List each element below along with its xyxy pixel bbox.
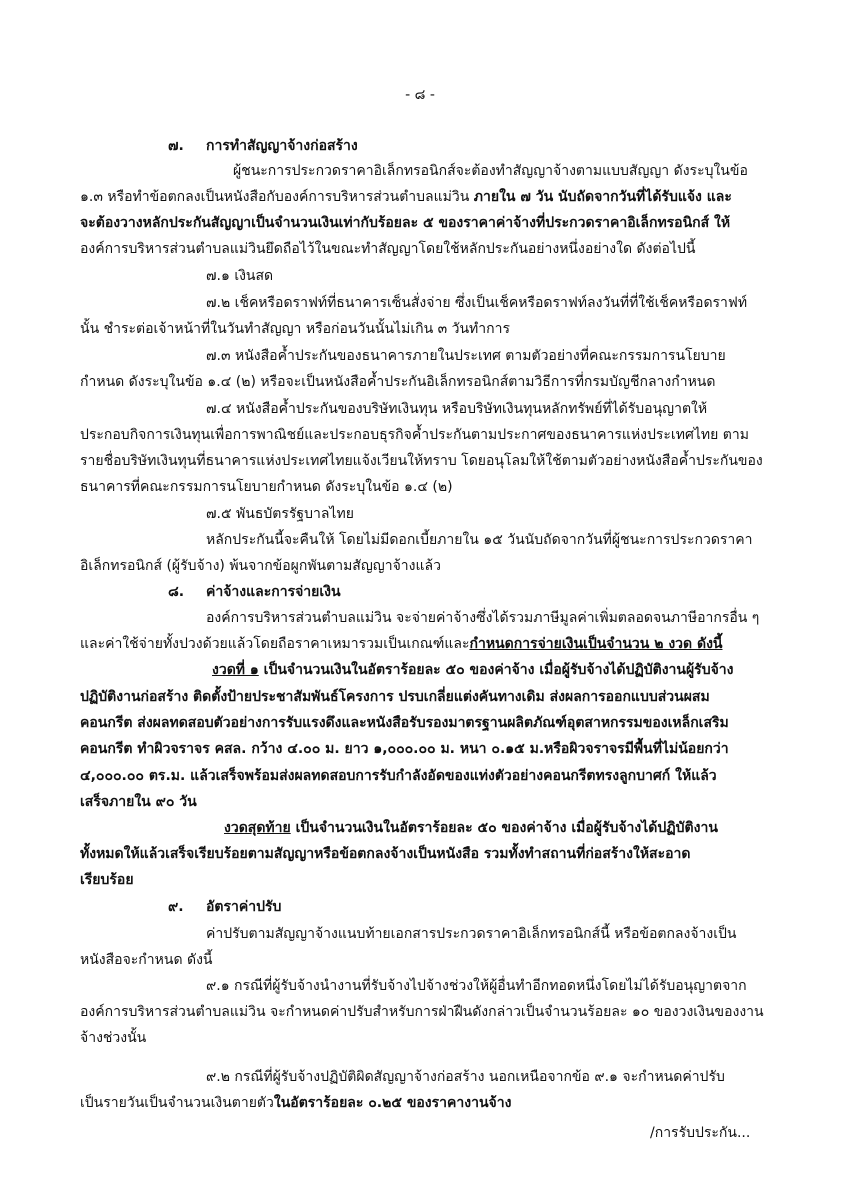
paragraph-line: คอนกรีต ทำผิวจราจร คสล. กว้าง ๔.๐๐ ม. ยาว ๑,๐๐๐.๐๐ ม. หนา ๐.๑๕ ม.หรือผิวจราจรมีพื้นที่ไม่น้อยกว่า [80,741,729,757]
section-8-heading: ค่าจ้างและการจ่ายเงิน [206,584,341,600]
paragraph-line: ๑.๓ หรือทำข้อตกลงเป็นหนังสือกับองค์การบริหารส่วนตำบลแม่วิน ภายใน ๗ วัน นับถัดจากวันที่ได้รับแจ้ง และ [80,189,732,205]
paragraph-line: หนังสือจะกำหนด ดังนี้ [80,952,213,968]
list-item-continuation: นั้น ชำระต่อเจ้าหน้าที่ในวันทำสัญญา หรือก่อนวันนั้นไม่เกิน ๓ วันทำการ [80,321,511,337]
paragraph-line: จะต้องวางหลักประกันสัญญาเป็นจำนวนเงินเท่ากับร้อยละ ๕ ของราคาค่าจ้างที่ประกวดราคาอิเล็กทรอนิกส์ ให้ [80,215,731,231]
list-item: ๗.๑ เงินสด [206,268,274,284]
section-8-number: ๘. [168,584,185,600]
list-item-continuation: เป็นรายวันเป็นจำนวนเงินตายตัวในอัตราร้อยละ ๐.๒๕ ของราคางานจ้าง [80,1095,512,1111]
list-item: ๗.๕ พันธบัตรรัฐบาลไทย [206,506,354,522]
paragraph-line: ปฏิบัติงานก่อสร้าง ติดตั้งป้ายประชาสัมพันธ์โครงการ ปรบเกลี่ยแต่งคันทางเดิม ส่งผลการออกแบบส่วนผสม [80,689,710,705]
list-item-continuation: ธนาคารที่คณะกรรมการนโยบายกำหนด ดังระบุในข้อ ๑.๔ (๒) [80,479,453,495]
paragraph-line: ๔,๐๐๐.๐๐ ตร.ม. แล้วเสร็จพร้อมส่งผลทดสอบการรับกำลังอัดของแท่งตัวอย่างคอนกรีตทรงลูกบาศก์ ให้แล้ว [80,768,717,784]
list-item: ๗.๒ เช็คหรือดราฟท์ที่ธนาคารเซ็นสั่งจ่าย ซึ่งเป็นเช็คหรือดราฟท์ลงวันที่ที่ใช้เช็คหรือดราฟท์ [206,295,748,311]
paragraph-line: และค่าใช้จ่ายทั้งปวงด้วยแล้วโดยถือราคาเหมารวมเป็นเกณฑ์และกำหนดการจ่ายเงินเป็นจำนวน ๒ งวด ดังนี้ [80,636,723,652]
list-item-continuation: องค์การบริหารส่วนตำบลแม่วิน จะกำหนดค่าปรับสำหรับการฝ่าฝืนดังกล่าวเป็นจำนวนร้อยละ ๑๐ ของวงเงินของงาน [80,1004,764,1020]
installment-1-label: งวดที่ ๑ [212,662,259,678]
paragraph-line: เรียบร้อย [80,872,134,888]
paragraph-line: เสร็จภายใน ๙๐ วัน [80,794,197,810]
list-item-continuation: รายชื่อบริษัทเงินทุนที่ธนาคารแห่งประเทศไทยแจ้งเวียนให้ทราบ โดยอนุโลมให้ใช้ตามตัวอย่างหนังสือค้ำประกันของ [80,453,763,469]
paragraph-line: ผู้ชนะการประกวดราคาอิเล็กทรอนิกส์จะต้องทำสัญญาจ้างตามแบบสัญญา ดังระบุในข้อ [233,163,748,179]
paragraph-line: องค์การบริหารส่วนตำบลแม่วินยึดถือไว้ในขณะทำสัญญาโดยใช้หลักประกันอย่างหนึ่งอย่างใด ดังต่อไปนี้ [80,241,696,257]
list-item: ๗.๔ หนังสือค้ำประกันของบริษัทเงินทุน หรือบริษัทเงินทุนหลักทรัพย์ที่ได้รับอนุญาตให้ [206,401,708,417]
continuation-note: /การรับประกัน... [650,1125,751,1141]
installment-final-line: งวดสุดท้าย เป็นจำนวนเงินในอัตราร้อยละ ๕๐ ของค่าจ้าง เมื่อผู้รับจ้างได้ปฏิบัติงาน [224,820,718,836]
paragraph-line: ทั้งหมดให้แล้วเสร็จเรียบร้อยตามสัญญาหรือข้อตกลงจ้างเป็นหนังสือ รวมทั้งทำสถานที่ก่อสร้างให้สะอาด [80,846,691,862]
list-item-continuation: กำหนด ดังระบุในข้อ ๑.๔ (๒) หรือจะเป็นหนังสือค้ำประกันอิเล็กทรอนิกส์ตามวิธีการที่กรมบัญชีกลางกำหนด [80,374,716,390]
paragraph-line: คอนกรีต ส่งผลทดสอบตัวอย่างการรับแรงดึงและหนังสือรับรองมาตรฐานผลิตภัณฑ์อุตสาหกรรมของเหล็กเสริม [80,715,729,731]
section-7-number: ๗. [168,138,184,154]
installment-1-line: งวดที่ ๑ เป็นจำนวนเงินในอัตราร้อยละ ๕๐ ของค่าจ้าง เมื่อผู้รับจ้างได้ปฏิบัติงานผู้รับจ้าง [212,662,734,678]
section-7-heading: การทำสัญญาจ้างก่อสร้าง [206,138,358,154]
list-item: ๙.๒ กรณีที่ผู้รับจ้างปฏิบัติผิดสัญญาจ้างก่อสร้าง นอกเหนือจากข้อ ๙.๑ จะกำหนดค่าปรับ [206,1069,725,1085]
section-9-number: ๙. [168,899,184,915]
installment-final-label: งวดสุดท้าย [224,820,291,836]
paragraph-line: อิเล็กทรอนิกส์ (ผู้รับจ้าง) พ้นจากข้อผูกพันตามสัญญาจ้างแล้ว [80,558,441,574]
section-9-heading: อัตราค่าปรับ [206,899,282,915]
list-item: ๗.๓ หนังสือค้ำประกันของธนาคารภายในประเทศ ตามตัวอย่างที่คณะกรรมการนโยบาย [206,348,726,364]
list-item-continuation: จ้างช่วงนั้น [80,1030,147,1046]
paragraph-line: หลักประกันนี้จะคืนให้ โดยไม่มีดอกเบี้ยภายใน ๑๕ วันนับถัดจากวันที่ผู้ชนะการประกวดราคา [206,532,753,548]
paragraph-line: องค์การบริหารส่วนตำบลแม่วิน จะจ่ายค่าจ้างซึ่งได้รวมภาษีมูลค่าเพิ่มตลอดจนภาษีอากรอื่น ๆ [206,610,760,626]
page-number: - ๘ - [405,87,435,103]
list-item-continuation: ประกอบกิจการเงินทุนเพื่อการพาณิชย์และประกอบธุรกิจค้ำประกันตามประกาศของธนาคารแห่งประเทศไทย ตาม [80,427,749,443]
paragraph-line: ค่าปรับตามสัญญาจ้างแนบท้ายเอกสารประกวดราคาอิเล็กทรอนิกส์นี้ หรือข้อตกลงจ้างเป็น [206,926,737,942]
list-item: ๙.๑ กรณีที่ผู้รับจ้างนำงานที่รับจ้างไปจ้างช่วงให้ผู้อื่นทำอีกทอดหนึ่งโดยไม่ได้รับอนุญาตจาก [206,978,747,994]
